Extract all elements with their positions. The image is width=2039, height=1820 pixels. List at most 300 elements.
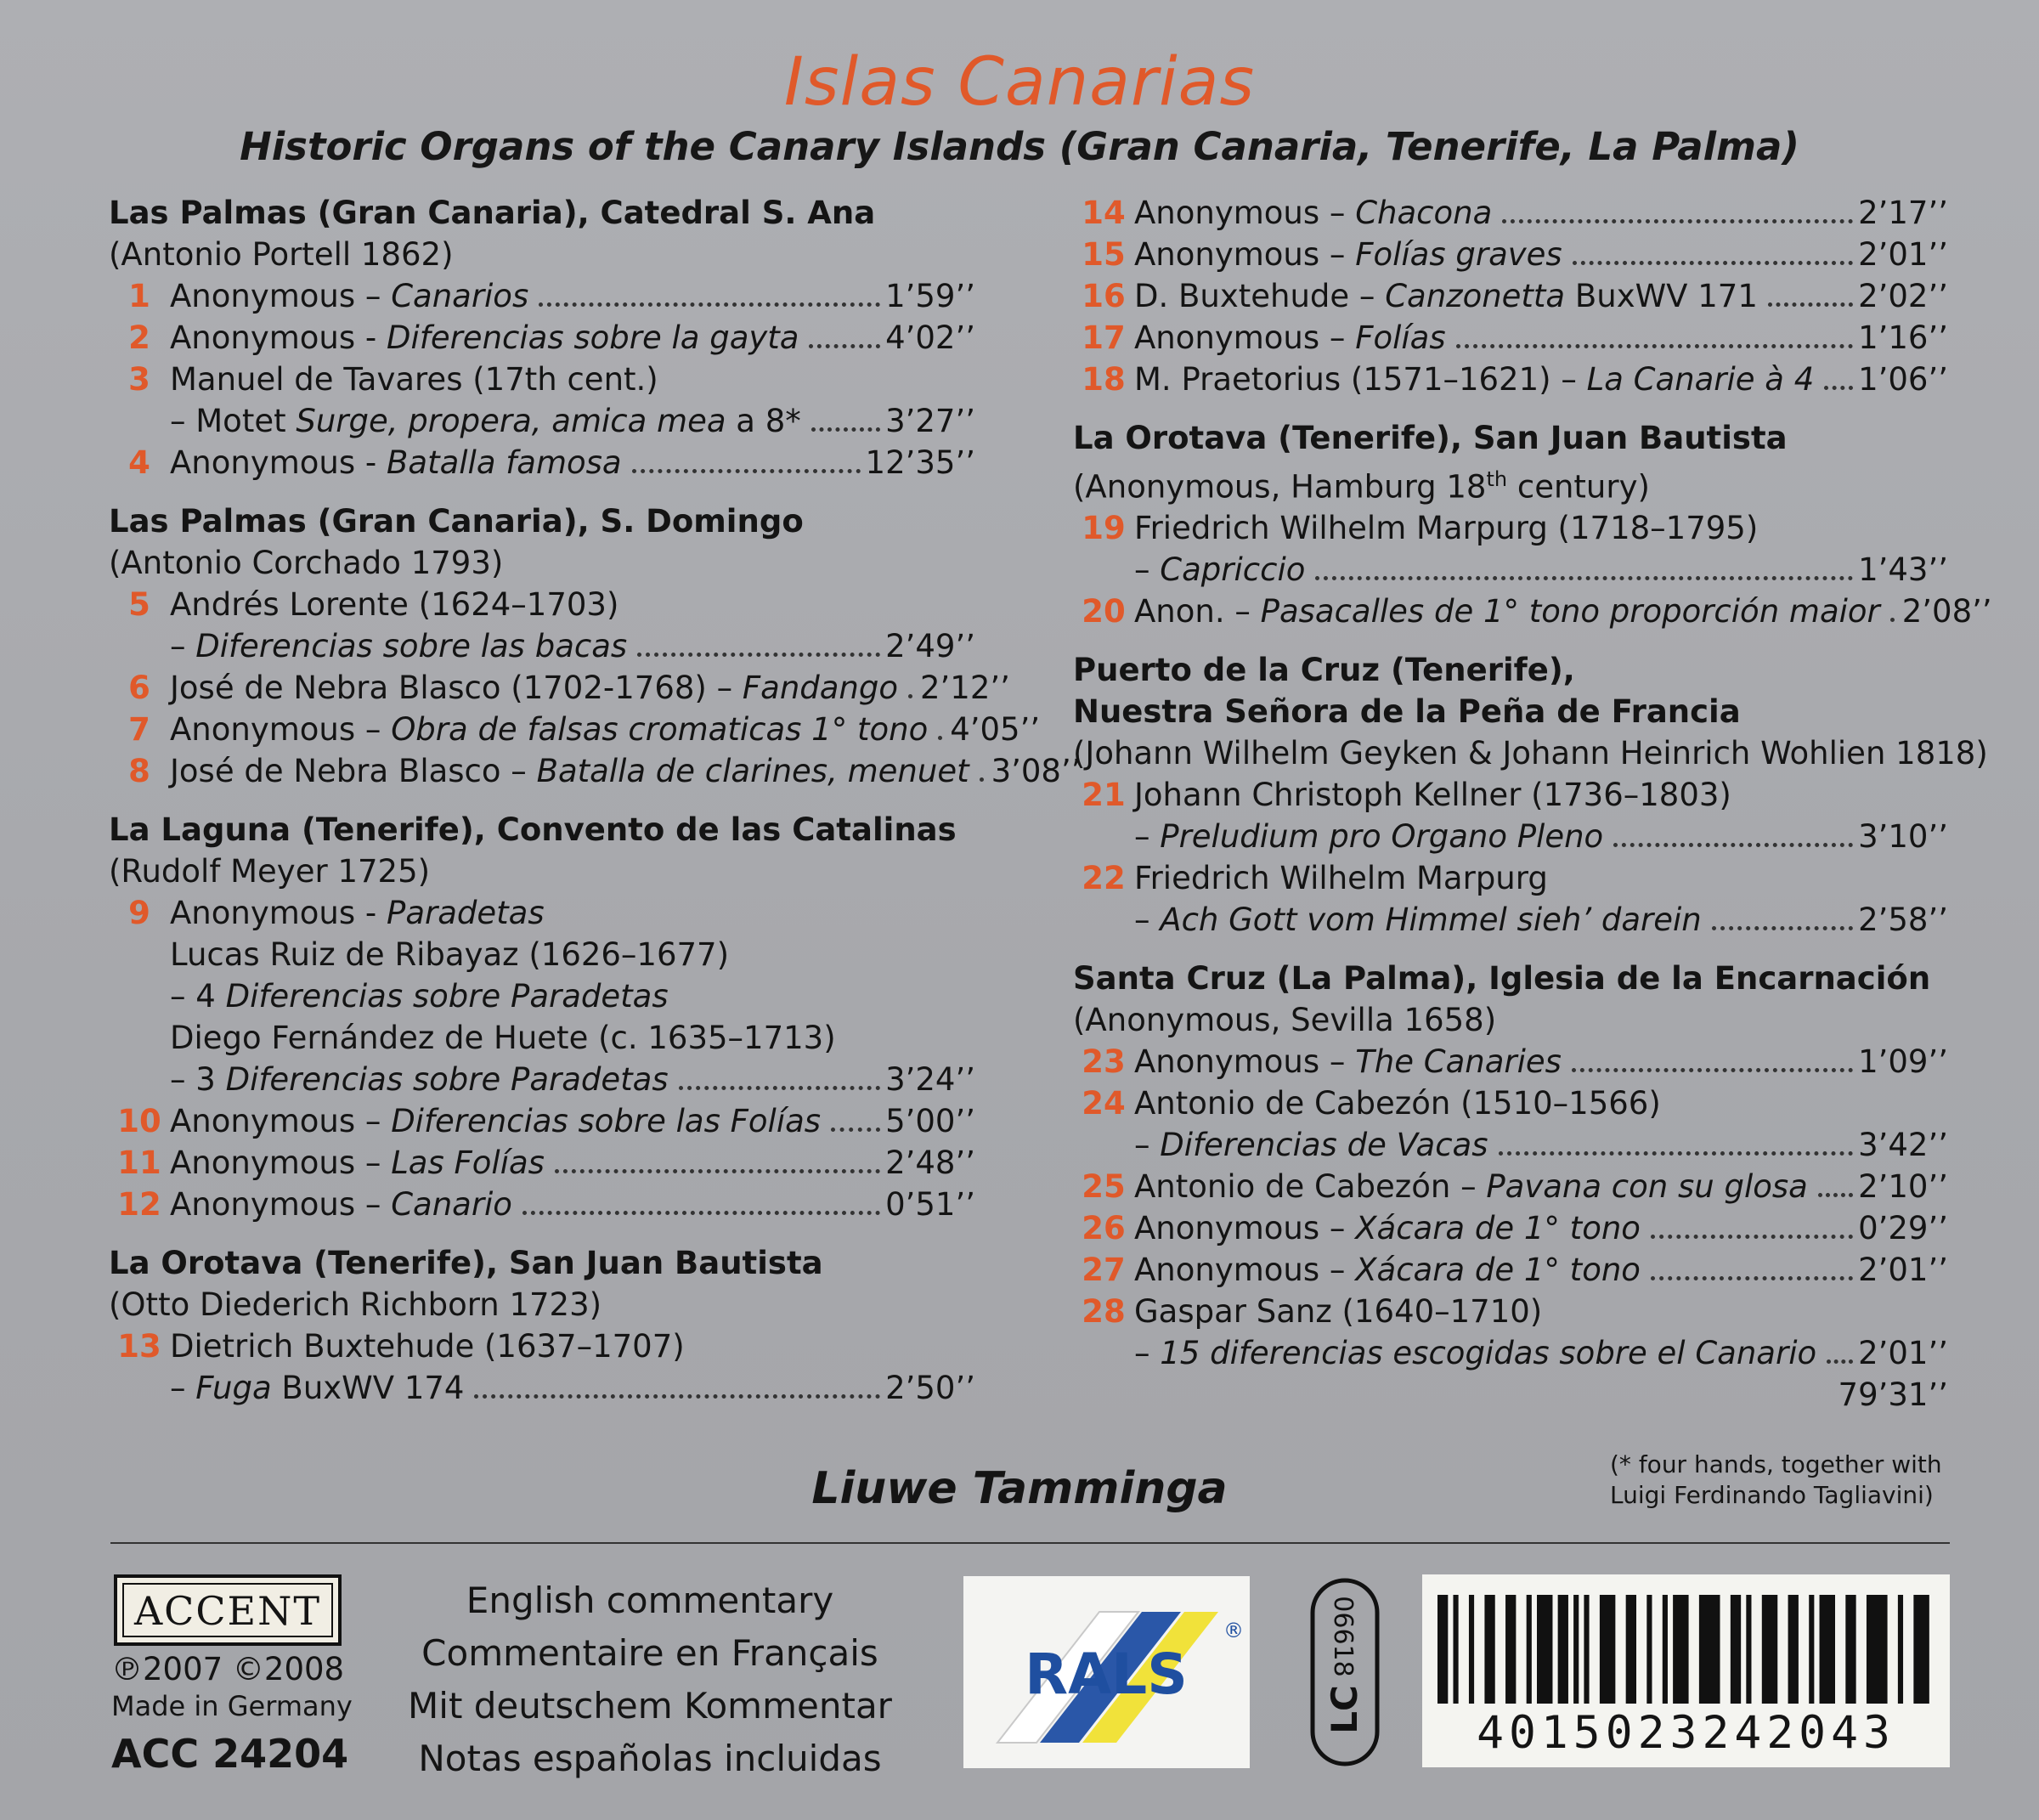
- track-title: [1134, 1082, 1661, 1124]
- track-title: [170, 625, 627, 667]
- venue-heading: La Orotava (Tenerife), San Juan Bautista: [1073, 420, 1788, 456]
- dot-leader: [1768, 302, 1853, 307]
- organ-builder: [109, 1284, 975, 1325]
- organ-builder-text: (Johann Wilhelm Geyken & Johann Heinrich Wohlien 1818): [1073, 735, 1988, 772]
- track-duration: 2’01’’: [1858, 1335, 1948, 1372]
- track-credit: Anon. –: [1134, 593, 1261, 630]
- barcode-bar: [1746, 1595, 1751, 1704]
- track-line: [1073, 1332, 1948, 1374]
- track-title: [1134, 359, 1814, 400]
- track-line: [1073, 549, 1948, 591]
- track-title: [170, 1184, 512, 1225]
- organ-builder-text: (Otto Diederich Richborn 1723): [109, 1286, 602, 1323]
- track-title: [170, 934, 729, 975]
- track-line: [1073, 359, 1948, 400]
- track-line: [1073, 1166, 1948, 1207]
- track-work: Las Folías: [391, 1145, 545, 1181]
- track-number: 8: [128, 753, 150, 789]
- track-line: [109, 934, 975, 975]
- track-line: [1073, 1041, 1948, 1082]
- track-line: [109, 625, 975, 667]
- barcode-bar: [1788, 1595, 1799, 1704]
- dot-leader: [811, 427, 880, 432]
- barcode-bar: [1845, 1595, 1855, 1704]
- track-credit: –: [170, 628, 196, 664]
- track-duration: 3’08’’: [991, 753, 1082, 789]
- registered-mark-icon: ®: [1223, 1619, 1244, 1642]
- track-credit: Friedrich Wilhelm Marpurg: [1134, 860, 1548, 897]
- track-duration: 2’58’’: [1858, 902, 1948, 939]
- track-number: 24: [1082, 1085, 1126, 1122]
- track-work: La Canarie à 4: [1586, 361, 1815, 398]
- barcode-bar: [1626, 1595, 1636, 1704]
- organ-builder-text: (Antonio Corchado 1793): [109, 545, 504, 581]
- track-text: [1134, 1041, 1948, 1082]
- track-title: [170, 275, 528, 317]
- track-text: [170, 1059, 975, 1100]
- track-number: 12: [117, 1186, 161, 1223]
- track-title: [170, 1325, 685, 1367]
- track-line: [1073, 1291, 1948, 1332]
- dot-leader: [1499, 1151, 1854, 1156]
- organ-builder-text: (Anonymous, Hamburg 18: [1073, 468, 1487, 506]
- track-line: [1073, 192, 1948, 234]
- barcode-bar: [1527, 1595, 1532, 1704]
- track-title: [170, 709, 928, 750]
- dot-leader: [809, 344, 880, 348]
- track-duration: 3’27’’: [885, 403, 975, 439]
- track-credit: Anonymous –: [170, 278, 392, 314]
- track-number: 3: [128, 361, 150, 398]
- barcode-number: 4015023242043: [1477, 1707, 1895, 1759]
- barcode-bar: [1484, 1595, 1494, 1704]
- track-work: Pavana con su glosa: [1486, 1168, 1808, 1206]
- track-text: [1134, 507, 1948, 549]
- track-work: Diferencias de Vacas: [1160, 1127, 1488, 1164]
- dot-leader: [938, 736, 945, 740]
- track-credit: Anonymous –: [170, 1103, 392, 1139]
- track-duration: 2’02’’: [1858, 278, 1948, 314]
- venue-heading: La Orotava (Tenerife), San Juan Bautista: [109, 1245, 823, 1281]
- track-credit-suffix: BuxWV 174: [271, 1370, 465, 1406]
- track-number: 23: [1082, 1043, 1126, 1081]
- track-work: Folías graves: [1355, 236, 1562, 273]
- track-number: 1: [128, 278, 150, 314]
- track-work: Ach Gott vom Himmel sieh’ darein: [1160, 902, 1702, 939]
- barcode-bar: [1469, 1595, 1474, 1704]
- track-credit: Gaspar Sanz (1640–1710): [1134, 1293, 1543, 1331]
- track-line: [1073, 1124, 1948, 1166]
- dot-leader: [555, 1169, 880, 1173]
- venue-heading: Nuestra Señora de la Peña de Francia: [1073, 693, 1741, 731]
- total-time: 79’31’’: [1838, 1376, 1948, 1414]
- track-title: [170, 667, 898, 709]
- lc-prefix: LC: [1324, 1685, 1365, 1734]
- track-text: [170, 709, 1041, 750]
- track-duration: 3’42’’: [1858, 1127, 1948, 1164]
- venue-heading: La Laguna (Tenerife), Convento de las Catalinas: [109, 811, 957, 848]
- dot-leader: [908, 694, 915, 698]
- track-credit: Antonio de Cabezón –: [1134, 1168, 1487, 1206]
- track-line: [109, 1184, 975, 1225]
- track-line: [1073, 857, 1948, 899]
- footnote-line: (* four hands, together with: [1610, 1450, 1942, 1478]
- dot-leader: [1712, 926, 1853, 930]
- track-line: [1073, 1249, 1948, 1291]
- commentary-languages: [387, 1574, 913, 1785]
- track-text: [170, 1325, 975, 1367]
- track-number: 20: [1082, 593, 1126, 630]
- track-title: [1134, 507, 1758, 549]
- track-line: [109, 975, 975, 1017]
- barcode-bar: [1762, 1595, 1777, 1704]
- track-text: [1134, 359, 1948, 400]
- track-credit: Andrés Lorente (1624–1703): [170, 586, 619, 623]
- track-work: Xácara de 1° tono: [1355, 1210, 1641, 1247]
- track-title: [1134, 591, 1880, 632]
- track-line: [109, 584, 975, 625]
- venue-heading: Puerto de la Cruz (Tenerife),: [1073, 652, 1575, 689]
- track-title: [170, 1142, 545, 1184]
- track-duration: 2’17’’: [1858, 195, 1948, 231]
- track-line: [1073, 1082, 1948, 1124]
- track-number: 11: [117, 1145, 161, 1181]
- dot-leader: [474, 1394, 880, 1399]
- made-in-line: Made in Germany: [111, 1690, 353, 1722]
- dot-leader: [522, 1211, 880, 1215]
- track-title: [1134, 857, 1548, 899]
- track-line: [109, 400, 975, 442]
- track-title: [170, 975, 669, 1017]
- footnote: [1610, 1450, 1942, 1511]
- track-text: [1134, 1291, 1948, 1332]
- track-work: Surge, propera, amica mea: [296, 403, 726, 439]
- track-credit: Manuel de Tavares (17th cent.): [170, 361, 658, 398]
- track-title: [1134, 816, 1603, 857]
- track-duration: 12’35’’: [865, 444, 975, 481]
- track-duration: 5’00’’: [885, 1103, 975, 1139]
- barcode-bar: [1584, 1595, 1589, 1704]
- track-text: [170, 1184, 975, 1225]
- track-number: 4: [128, 444, 150, 481]
- barcode-bar: [1573, 1595, 1579, 1704]
- track-number: 10: [117, 1103, 161, 1139]
- track-duration: 0’51’’: [885, 1186, 975, 1223]
- venue-section: [109, 192, 975, 483]
- track-work: Canarios: [391, 278, 529, 314]
- track-line: [109, 1017, 975, 1059]
- dot-leader: [1890, 618, 1897, 622]
- track-title: [1134, 1249, 1641, 1291]
- track-line: [1073, 234, 1948, 275]
- track-line: [109, 1059, 975, 1100]
- track-title: [1134, 1207, 1641, 1249]
- track-number: 6: [128, 670, 150, 706]
- track-title: [1134, 1041, 1562, 1082]
- venue-section: [109, 500, 1082, 792]
- track-line: [109, 359, 975, 400]
- track-title: [1134, 234, 1562, 275]
- organ-builder: [1073, 999, 1948, 1041]
- track-duration: 1’06’’: [1858, 361, 1948, 398]
- track-credit: Anonymous –: [170, 711, 392, 748]
- barcode-bar: [1437, 1595, 1448, 1704]
- track-text: [1134, 1124, 1948, 1166]
- track-work: Paradetas: [387, 895, 545, 931]
- dot-leader: [632, 469, 861, 473]
- track-line: [109, 1142, 975, 1184]
- dot-leader: [831, 1128, 880, 1132]
- track-text: [170, 275, 975, 317]
- track-text: [170, 359, 975, 400]
- track-credit: Anonymous –: [1134, 319, 1356, 356]
- track-title: [170, 359, 658, 400]
- track-text: [170, 1367, 975, 1409]
- track-text: [1134, 192, 1948, 234]
- organ-builder-text: (Antonio Portell 1862): [109, 236, 454, 273]
- track-number: 21: [1082, 777, 1126, 814]
- track-text: [170, 975, 975, 1017]
- track-line: [1073, 816, 1948, 857]
- track-text: [170, 1100, 975, 1142]
- track-line: [109, 1367, 975, 1409]
- track-text: [170, 1017, 975, 1059]
- track-work: The Canaries: [1355, 1043, 1562, 1081]
- barcode-bar: [1663, 1595, 1668, 1704]
- track-duration: 1’59’’: [885, 278, 975, 314]
- track-credit: Antonio de Cabezón (1510–1566): [1134, 1085, 1661, 1122]
- track-credit: M. Praetorius (1571–1621) –: [1134, 361, 1587, 398]
- barcode-bar: [1898, 1595, 1903, 1704]
- rals-logo-text: RALS: [1025, 1642, 1188, 1707]
- dot-leader: [637, 653, 880, 657]
- copyright-line: ℗2007 ©2008: [111, 1651, 345, 1687]
- track-work: Diferencias sobre las Folías: [391, 1103, 822, 1139]
- track-work: Diferencias sobre Paradetas: [225, 1061, 669, 1098]
- track-credit: D. Buxtehude –: [1134, 278, 1386, 314]
- track-credit-suffix: BuxWV 171: [1565, 278, 1758, 314]
- venue-heading: Las Palmas (Gran Canaria), S. Domingo: [109, 503, 804, 540]
- track-title: [1134, 1291, 1542, 1332]
- venue-heading: Santa Cruz (La Palma), Iglesia de la Encarnación: [1073, 960, 1931, 998]
- track-work: Chacona: [1355, 195, 1493, 231]
- dot-leader: [980, 777, 986, 782]
- track-title: [170, 400, 801, 442]
- track-work: Folías: [1355, 319, 1446, 356]
- track-work: Diferencias sobre Paradetas: [225, 978, 669, 1015]
- track-text: [1134, 899, 1948, 941]
- track-line: [109, 1325, 975, 1367]
- track-work: Fuga: [195, 1370, 272, 1406]
- organ-builder: [109, 542, 975, 584]
- track-title: [170, 1367, 464, 1409]
- tracklist-left-column: [109, 192, 1082, 1426]
- barcode-bar: [1646, 1595, 1652, 1704]
- track-text: [170, 892, 975, 934]
- dot-leader: [1573, 261, 1853, 265]
- track-title: [170, 892, 545, 934]
- accent-logo: [114, 1574, 342, 1646]
- lc-number: 06618: [1328, 1596, 1358, 1677]
- track-number: 26: [1082, 1210, 1126, 1247]
- track-duration: 0’29’’: [1858, 1210, 1948, 1247]
- divider-rule: [110, 1542, 1950, 1544]
- barcode-bar: [1600, 1595, 1615, 1704]
- barcode-bar: [1809, 1595, 1814, 1704]
- commentary-line: Mit deutschem Kommentar: [408, 1685, 892, 1727]
- track-number: 13: [117, 1328, 161, 1365]
- track-duration: 3’10’’: [1858, 818, 1948, 856]
- track-text: [170, 625, 975, 667]
- rals-logo-graphic: [963, 1576, 1250, 1768]
- track-number: 27: [1082, 1252, 1126, 1289]
- venue-heading: Las Palmas (Gran Canaria), Catedral S. Ana: [109, 195, 876, 231]
- track-line: [109, 709, 1041, 750]
- track-text: [1134, 857, 1948, 899]
- track-credit: Diego Fernández de Huete (c. 1635–1713): [170, 1020, 836, 1056]
- track-work: Canario: [391, 1186, 512, 1223]
- track-number: 19: [1082, 510, 1126, 547]
- track-line: [109, 1100, 975, 1142]
- track-title: [170, 584, 618, 625]
- track-title: [170, 442, 622, 483]
- track-line: [1073, 899, 1948, 941]
- track-credit: Anonymous -: [170, 319, 387, 356]
- dot-leader: [1651, 1276, 1853, 1280]
- track-title: [170, 1100, 821, 1142]
- track-duration: 1’09’’: [1858, 1043, 1948, 1081]
- barcode-bar: [1731, 1595, 1741, 1704]
- dot-leader: [1456, 344, 1853, 348]
- track-number: 9: [128, 895, 150, 931]
- track-number: 16: [1082, 278, 1126, 314]
- organ-builder-text: (Rudolf Meyer 1725): [109, 853, 431, 890]
- track-credit: Anonymous –: [170, 1145, 392, 1181]
- track-number: 5: [128, 586, 150, 623]
- track-credit: –: [1134, 1335, 1161, 1372]
- track-number: 7: [128, 711, 150, 748]
- organ-builder: [1073, 459, 1948, 507]
- dot-leader: [679, 1086, 880, 1090]
- track-text: [1134, 1166, 1948, 1207]
- track-duration: 2’08’’: [1901, 593, 1992, 630]
- track-number: 28: [1082, 1293, 1126, 1331]
- track-text: [170, 584, 975, 625]
- track-work: Capriccio: [1160, 551, 1306, 589]
- track-title: [1134, 192, 1492, 234]
- commentary-line: Commentaire en Français: [421, 1632, 878, 1674]
- track-credit: Anonymous –: [1134, 1043, 1356, 1081]
- lc-code-graphic: [1302, 1577, 1387, 1767]
- rals-logo: [963, 1576, 1250, 1768]
- track-duration: 4’05’’: [950, 711, 1041, 748]
- track-text: [1134, 275, 1948, 317]
- track-text: [1134, 1249, 1948, 1291]
- track-line: [109, 750, 1082, 792]
- organ-builder: [109, 851, 975, 892]
- barcode-bar: [1453, 1595, 1458, 1704]
- track-text: [170, 442, 975, 483]
- track-text: [1134, 816, 1948, 857]
- track-credit: – 4: [170, 978, 226, 1015]
- track-credit: –: [1134, 902, 1161, 939]
- track-number: 25: [1082, 1168, 1126, 1206]
- venue-section: [109, 1242, 975, 1409]
- track-work: Canzonetta: [1385, 278, 1566, 314]
- track-text: [170, 934, 975, 975]
- dot-leader: [1651, 1235, 1853, 1239]
- track-line: [1073, 507, 1948, 549]
- organ-builder-text: (Anonymous, Sevilla 1658): [1073, 1002, 1497, 1039]
- track-text: [170, 400, 975, 442]
- dot-leader: [539, 302, 880, 307]
- track-text: [1134, 1332, 1948, 1374]
- barcode: [1422, 1574, 1950, 1767]
- track-duration: 4’02’’: [885, 319, 975, 356]
- track-work: Fandango: [742, 670, 898, 706]
- track-title: [1134, 549, 1305, 591]
- track-work: Batalla famosa: [387, 444, 622, 481]
- track-credit: Anonymous –: [1134, 195, 1356, 231]
- venue-section: [1073, 192, 1948, 400]
- album-title: Islas Canarias: [783, 44, 1256, 121]
- track-credit: Anonymous –: [1134, 1210, 1356, 1247]
- track-line: [109, 317, 975, 359]
- track-credit: – Motet: [170, 403, 297, 439]
- track-line: [1073, 774, 1948, 816]
- track-credit-suffix: a 8*: [726, 403, 801, 439]
- track-duration: 1’43’’: [1858, 551, 1948, 589]
- track-duration: 2’48’’: [885, 1145, 975, 1181]
- album-subtitle: Historic Organs of the Canary Islands (Gran Canaria, Tenerife, La Palma): [240, 124, 1799, 169]
- track-duration: 2’10’’: [1858, 1168, 1948, 1206]
- track-title: [1134, 774, 1731, 816]
- track-text: [170, 317, 975, 359]
- track-line: [1073, 275, 1948, 317]
- tracklist-right-column: [1073, 192, 1992, 1433]
- track-title: [1134, 899, 1702, 941]
- track-duration: 1’16’’: [1858, 319, 1948, 356]
- track-duration: 2’50’’: [885, 1370, 975, 1406]
- track-credit: Friedrich Wilhelm Marpurg (1718–1795): [1134, 510, 1759, 547]
- track-line: [109, 892, 975, 934]
- track-work: 15 diferencias escogidas sobre el Canario: [1160, 1335, 1817, 1372]
- track-title: [1134, 1166, 1808, 1207]
- track-credit: Anonymous -: [170, 895, 387, 931]
- track-credit: Anonymous –: [170, 1186, 392, 1223]
- track-credit: Anonymous –: [1134, 236, 1356, 273]
- track-title: [170, 1017, 836, 1059]
- track-credit: –: [1134, 551, 1161, 589]
- track-work: Xácara de 1° tono: [1355, 1252, 1641, 1289]
- track-number: 17: [1082, 319, 1126, 356]
- track-text: [1134, 317, 1948, 359]
- track-number: 22: [1082, 860, 1126, 897]
- barcode-bar: [1867, 1595, 1888, 1704]
- track-number: 2: [128, 319, 150, 356]
- track-duration: 2’12’’: [920, 670, 1010, 706]
- track-work: Preludium pro Organo Pleno: [1160, 818, 1604, 856]
- track-credit: –: [1134, 1127, 1161, 1164]
- track-text: [170, 750, 1082, 792]
- footnote-line: Luigi Ferdinando Tagliavini): [1610, 1481, 1934, 1509]
- track-title: [1134, 1124, 1488, 1166]
- track-credit: –: [1134, 818, 1161, 856]
- barcode-bar: [1820, 1595, 1835, 1704]
- track-title: [170, 750, 969, 792]
- venue-section: [1073, 649, 1988, 941]
- track-work: Diferencias sobre la gayta: [387, 319, 799, 356]
